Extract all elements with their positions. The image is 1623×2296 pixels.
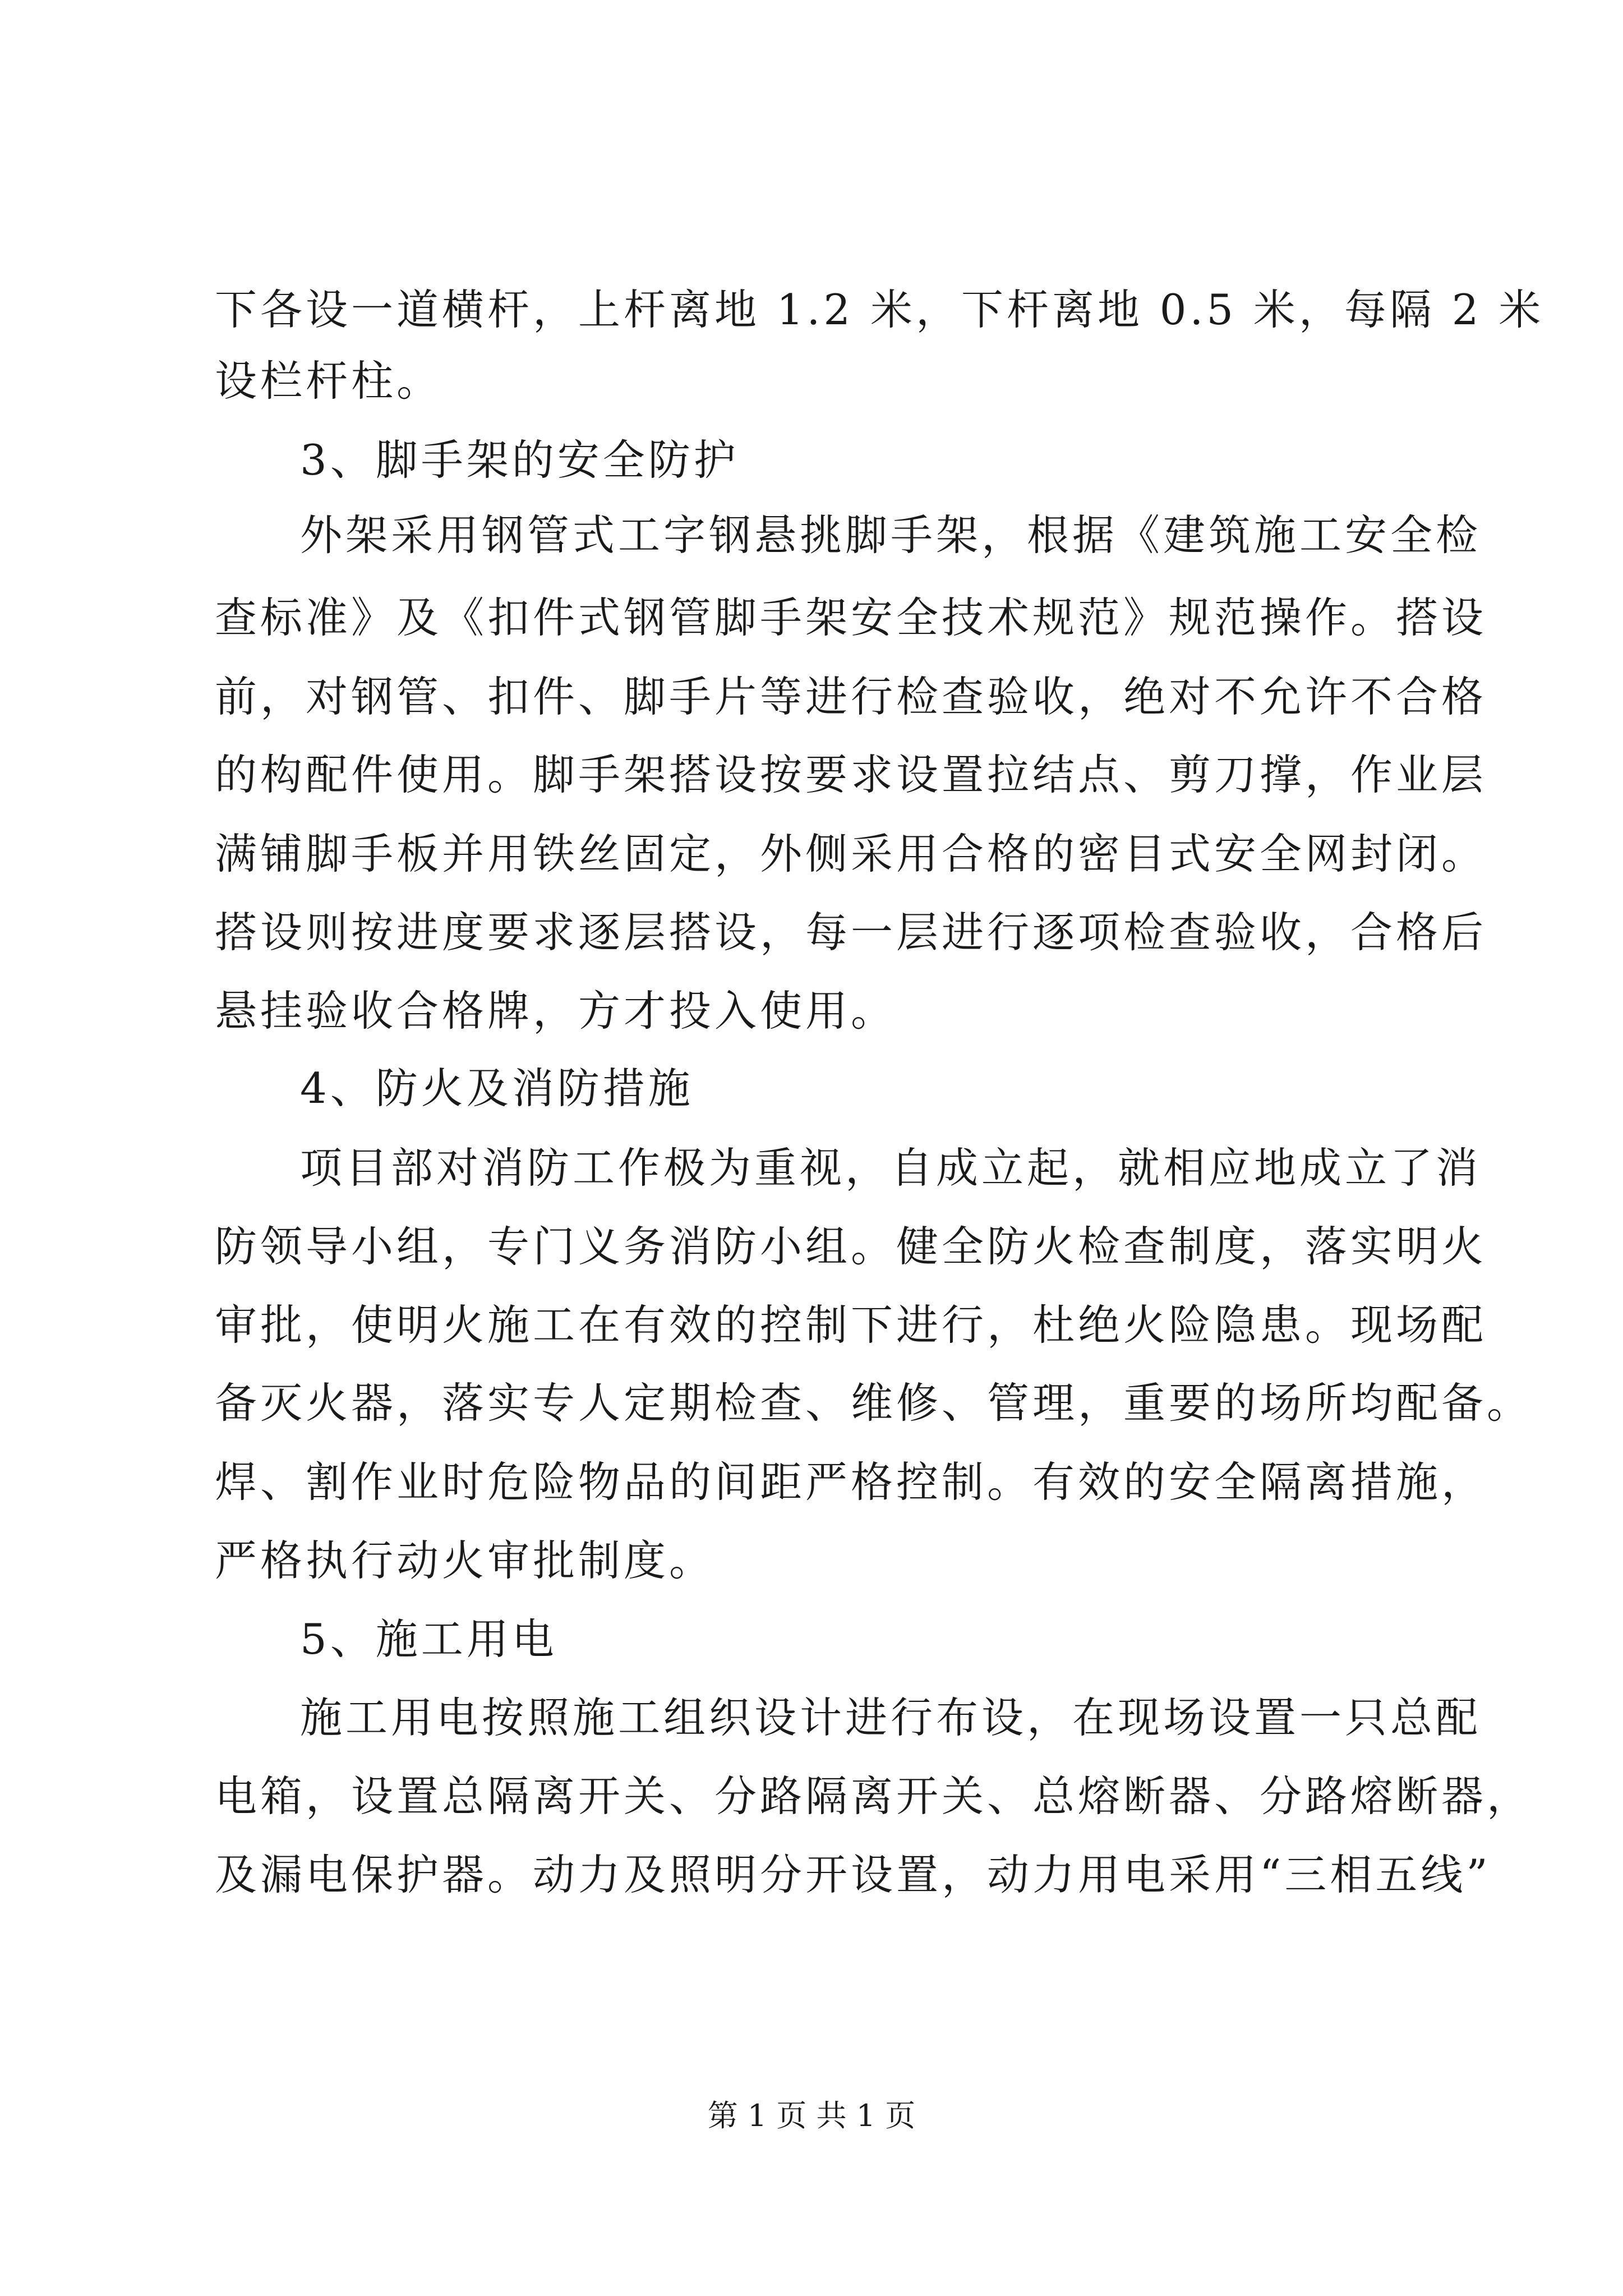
paragraph-line: 下各设一道横杆，上杆离地 1.2 米，下杆离地 0.5 米，每隔 2 米 <box>215 285 1544 334</box>
paragraph-line: 满铺脚手板并用铁丝固定，外侧采用合格的密目式安全网封闭。 <box>215 829 1487 878</box>
paragraph-line: 外架采用钢管式工字钢悬挑脚手架，根据《建筑施工安全检 <box>300 510 1482 560</box>
section-heading: 5、施工用电 <box>300 1614 557 1664</box>
page-number-footer: 第 1 页 共 1 页 <box>707 2098 916 2133</box>
paragraph-line: 查标准》及《扣件式钢管脚手架安全技术规范》规范操作。搭设 <box>215 593 1487 642</box>
paragraph-line: 审批，使明火施工在有效的控制下进行，杜绝火险隐患。现场配 <box>215 1300 1487 1350</box>
paragraph-line: 设栏杆柱。 <box>215 356 442 406</box>
paragraph-line: 及漏电保护器。动力及照明分开设置，动力用电采用“三相五线” <box>215 1850 1491 1899</box>
section-heading: 4、防火及消防措施 <box>300 1064 694 1113</box>
paragraph-line: 防领导小组，专门义务消防小组。健全防火检查制度，落实明火 <box>215 1222 1487 1271</box>
paragraph-line: 的构配件使用。脚手架搭设按要求设置拉结点、剪刀撑，作业层 <box>215 750 1487 799</box>
paragraph-line: 电箱，设置总隔离开关、分路隔离开关、总熔断器、分路熔断器， <box>215 1772 1533 1821</box>
paragraph-line: 备灭火器，落实专人定期检查、维修、管理，重要的场所均配备。 <box>215 1378 1533 1428</box>
paragraph-line: 搭设则按进度要求逐层搭设，每一层进行逐项检查验收，合格后 <box>215 908 1487 957</box>
paragraph-line: 前，对钢管、扣件、脚手片等进行检查验收，绝对不允许不合格 <box>215 672 1487 721</box>
section-heading: 3、脚手架的安全防护 <box>300 435 739 485</box>
paragraph-line: 项目部对消防工作极为重视，自成立起，就相应地成立了消 <box>300 1143 1482 1193</box>
paragraph-line: 施工用电按照施工组织设计进行布设，在现场设置一只总配 <box>300 1693 1482 1742</box>
paragraph-line: 焊、割作业时危险物品的间距严格控制。有效的安全隔离措施， <box>215 1457 1487 1507</box>
paragraph-line: 悬挂验收合格牌，方才投入使用。 <box>215 986 897 1036</box>
paragraph-line: 严格执行动火审批制度。 <box>215 1536 715 1585</box>
